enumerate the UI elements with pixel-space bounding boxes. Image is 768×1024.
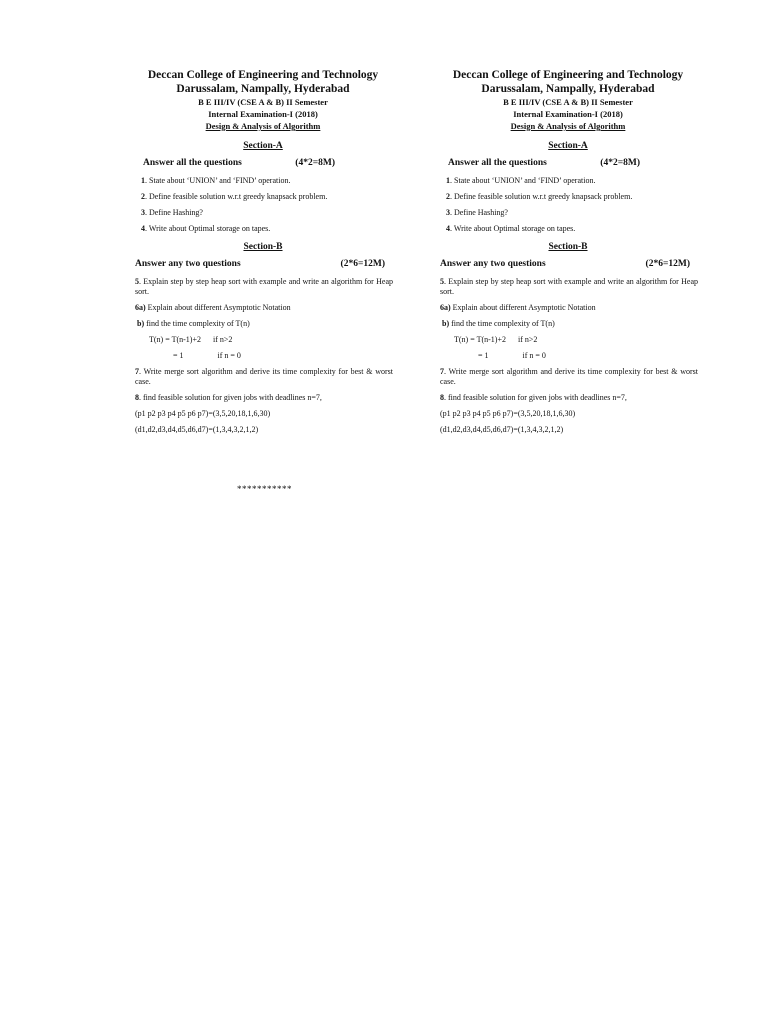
section-a-instruction	[438, 157, 698, 170]
question-number: 4	[141, 224, 145, 233]
section-b-marks: (2*6=12M)	[645, 259, 690, 269]
question-number: 7	[440, 367, 444, 376]
question-number: 5	[135, 277, 139, 286]
question-text: . State about ‘UNION’ and ‘FIND’ operation.	[145, 176, 291, 185]
recurrence-expression: T(n) = T(n-1)+2	[454, 335, 506, 344]
section-a-marks: (4*2=8M)	[600, 158, 640, 168]
question-8-profits: (p1 p2 p3 p4 p5 p6 p7)=(3,5,20,18,1,6,30)	[135, 409, 271, 418]
recurrence-condition: if n = 0	[522, 351, 546, 360]
section-b-instruction-text: Answer any two questions	[135, 259, 241, 269]
recurrence-condition: if n>2	[517, 335, 538, 344]
exam-copy-left	[133, 68, 393, 435]
question-4	[133, 224, 393, 234]
question-number: 8	[440, 393, 444, 402]
subject-name: Design & Analysis of Algorithm	[510, 121, 626, 131]
section-a-instruction	[133, 157, 393, 170]
college-name: Deccan College of Engineering and Technology	[147, 69, 379, 81]
college-address: Darussalam, Nampally, Hyderabad	[176, 83, 350, 95]
end-marker: ***********	[237, 484, 292, 494]
section-a-instruction-text: Answer all the questions	[143, 158, 242, 168]
subject-name: Design & Analysis of Algorithm	[205, 121, 321, 131]
question-1	[438, 176, 698, 186]
question-text: Explain about different Asymptotic Notation	[450, 303, 596, 312]
question-8	[133, 393, 393, 403]
recurrence-condition: if n = 0	[217, 351, 241, 360]
semester-line: B E III/IV (CSE A & B) II Semester	[503, 97, 633, 107]
question-number: 4	[446, 224, 450, 233]
college-name: Deccan College of Engineering and Technology	[452, 69, 684, 81]
question-8-deadlines: (d1,d2,d3,d4,d5,d6,d7)=(1,3,4,3,2,1,2)	[135, 425, 259, 434]
question-number: 3	[446, 208, 450, 217]
exam-copy-right	[438, 68, 698, 435]
recurrence-expression: = 1	[173, 351, 184, 360]
section-b-instruction-text: Answer any two questions	[440, 259, 546, 269]
question-number: 6a)	[135, 303, 146, 312]
question-7	[438, 367, 698, 387]
question-text: . Write about Optimal storage on tapes.	[145, 224, 271, 233]
question-8-deadlines: (d1,d2,d3,d4,d5,d6,d7)=(1,3,4,3,2,1,2)	[440, 425, 564, 434]
question-number: 1	[141, 176, 145, 185]
question-text: . find feasible solution for given jobs with deadlines n=7,	[444, 393, 627, 402]
recurrence-condition: if n>2	[212, 335, 233, 344]
section-b-instruction	[133, 258, 393, 271]
recurrence-expression: T(n) = T(n-1)+2	[149, 335, 201, 344]
recurrence-line-1	[438, 335, 698, 345]
question-text: find the time complexity of T(n)	[144, 319, 250, 328]
question-number: 2	[446, 192, 450, 201]
question-text: find the time complexity of T(n)	[449, 319, 555, 328]
question-text: . Explain step by step heap sort with example and write an algorithm for Heap sort.	[440, 277, 698, 296]
question-number: 3	[141, 208, 145, 217]
question-6a	[438, 303, 698, 313]
question-1	[133, 176, 393, 186]
question-number: 8	[135, 393, 139, 402]
question-text: . find feasible solution for given jobs with deadlines n=7,	[139, 393, 322, 402]
question-text: . Write merge sort algorithm and derive its time complexity for best & worst case.	[440, 367, 698, 386]
question-4	[438, 224, 698, 234]
question-3	[133, 208, 393, 218]
question-number: 5	[440, 277, 444, 286]
section-a-instruction-text: Answer all the questions	[448, 158, 547, 168]
question-text: . Define Hashing?	[145, 208, 203, 217]
question-text: . State about ‘UNION’ and ‘FIND’ operation.	[450, 176, 596, 185]
question-text: . Explain step by step heap sort with example and write an algorithm for Heap sort.	[135, 277, 393, 296]
question-5	[133, 277, 393, 297]
question-text: . Write merge sort algorithm and derive its time complexity for best & worst case.	[135, 367, 393, 386]
question-2	[133, 192, 393, 202]
question-8	[438, 393, 698, 403]
question-number: 1	[446, 176, 450, 185]
question-number: b)	[442, 319, 450, 328]
question-number: 2	[141, 192, 145, 201]
question-2	[438, 192, 698, 202]
question-text: . Define Hashing?	[450, 208, 508, 217]
question-number: b)	[137, 319, 145, 328]
recurrence-line-2	[438, 351, 698, 361]
section-a-marks: (4*2=8M)	[295, 158, 335, 168]
question-3	[438, 208, 698, 218]
question-6b	[133, 319, 393, 329]
recurrence-line-2	[133, 351, 393, 361]
question-5	[438, 277, 698, 297]
section-a-title: Section-A	[548, 141, 588, 151]
section-b-marks: (2*6=12M)	[340, 259, 385, 269]
question-text: . Define feasible solution w.r.t greedy knapsack problem.	[450, 192, 633, 201]
section-b-title: Section-B	[243, 242, 283, 252]
section-b-title: Section-B	[548, 242, 588, 252]
college-address: Darussalam, Nampally, Hyderabad	[481, 83, 655, 95]
recurrence-line-1	[133, 335, 393, 345]
question-number: 6a)	[440, 303, 451, 312]
exam-name: Internal Examination-I (2018)	[208, 109, 318, 119]
question-6b	[438, 319, 698, 329]
question-7	[133, 367, 393, 387]
question-text: . Define feasible solution w.r.t greedy knapsack problem.	[145, 192, 328, 201]
recurrence-expression: = 1	[478, 351, 489, 360]
section-b-instruction	[438, 258, 698, 271]
question-8-profits: (p1 p2 p3 p4 p5 p6 p7)=(3,5,20,18,1,6,30)	[440, 409, 576, 418]
question-6a	[133, 303, 393, 313]
question-text: . Write about Optimal storage on tapes.	[450, 224, 576, 233]
question-number: 7	[135, 367, 139, 376]
exam-name: Internal Examination-I (2018)	[513, 109, 623, 119]
question-text: Explain about different Asymptotic Notation	[145, 303, 291, 312]
section-a-title: Section-A	[243, 141, 283, 151]
semester-line: B E III/IV (CSE A & B) II Semester	[198, 97, 328, 107]
